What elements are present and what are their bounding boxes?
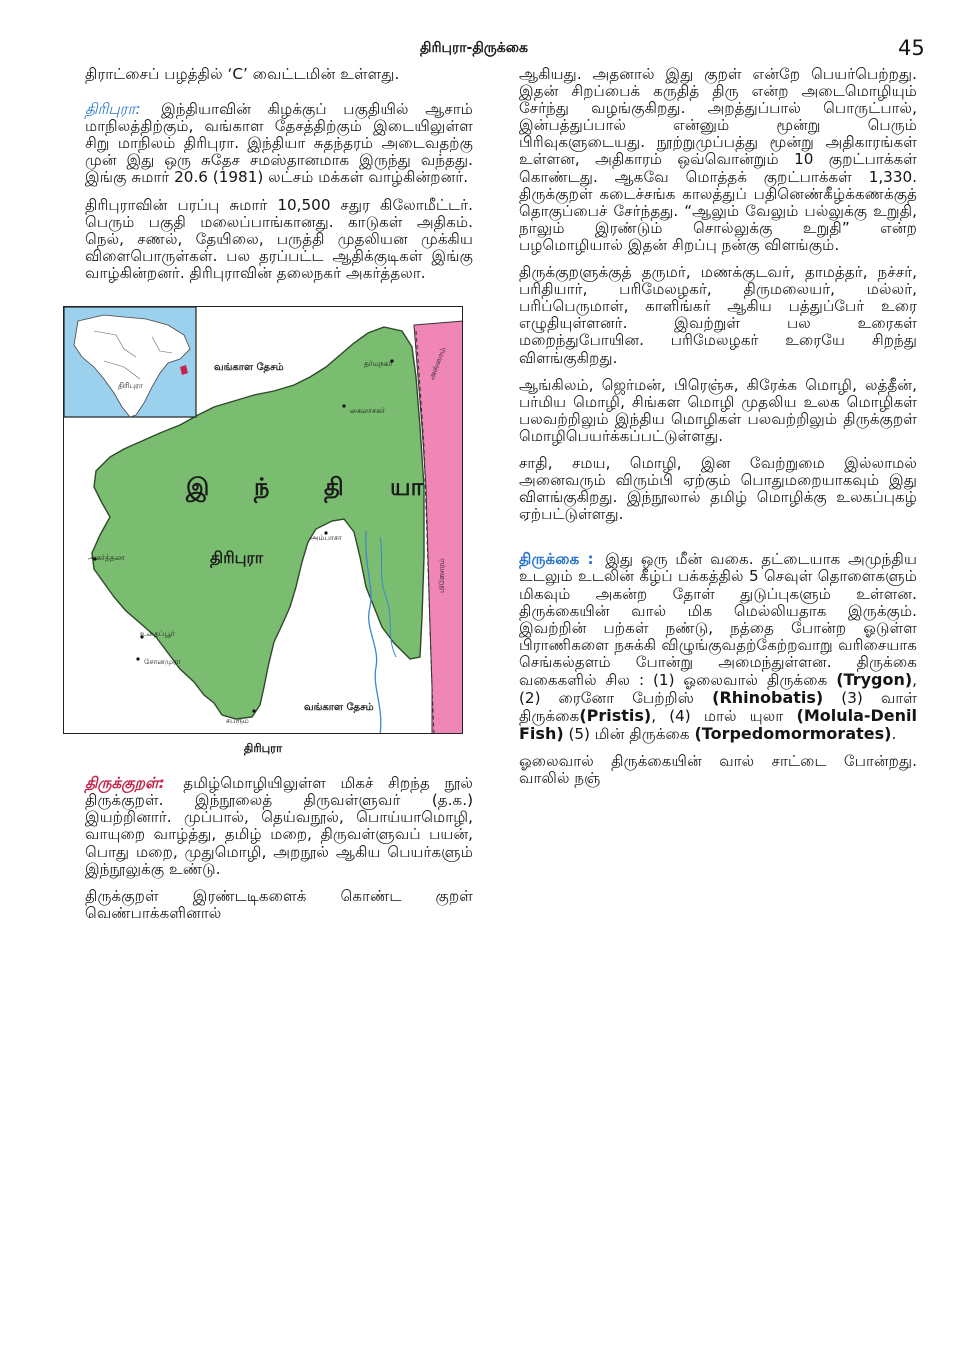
tripura-map	[63, 306, 463, 734]
india-letter-2: ந்	[254, 473, 270, 502]
thirukkai-para-2: ஓலைவால் திருக்கையின் வால் சாட்டை போன்றது. வாலில் நஞ்	[519, 752, 917, 788]
species-3-tamil: (3) வாள் திருக்கை	[519, 689, 918, 726]
kailashahar-label: கைலாசகர்	[350, 406, 385, 416]
thirukkural-entry	[85, 775, 473, 878]
ambassa-label: அம்பாசா	[310, 533, 342, 543]
species-4-tamil: , (4) மால் யுலா	[651, 707, 784, 726]
assam-label: அஸ்ஸாம்	[426, 345, 448, 382]
bangladesh-north-label: வங்காள தேசம்	[214, 362, 284, 374]
tripura-entry	[85, 101, 473, 186]
page-header	[0, 36, 966, 66]
map-caption: திரிபுரா	[243, 741, 283, 756]
thirukkural-headword: திருக்குறள்:	[85, 774, 165, 793]
running-head: திரிபுரா-திருக்கை	[420, 40, 528, 56]
kural-continued: ஆகியது. அதனால் இது குறள் என்றே பெயர்பெற்றது. இதன் சிறப்பைக் கருதித் திரு என்ற அடைமொழியும் சேர்ந்து வழங்குகிறது. அறத்துப்பால் பொருட்பால், இன்பத்துப்பால் என்னும் மூன்று பெரும் பிரிவுகளுடையது. நூற்றுமுப்பத்து மூன்று அதிகாரங்கள் உள்ளன, அதிகாரம் ஒவ்வொன்றும் 10 குறட்பாக்கள் கொண்டது. ஆகவே மொத்தக் குறட்பாக்கள் 1,330. திருக்குறள் கடைச்சங்க காலத்துப் பதினெண்கீழ்க்கணக்குத் தொகுப்பைச் சேர்ந்தது. “ஆலும் வேலும் பல்லுக்கு உறுதி, நாலும் இரண்டும் சொல்லுக்கு உறுதி” என்ற பழமொழியால் இதன் சிறப்பு நன்கு விளங்கும்.	[519, 65, 917, 254]
india-letter-4: யா	[390, 473, 424, 502]
tripura-headword: திரிபுரா:	[85, 100, 141, 119]
translations-para: ஆங்கிலம், ஜெர்மன், பிரெஞ்சு, கிரேக்க மொழி, லத்தீன், பர்மிய மொழி, சிங்கள மொழி முதலிய உலக மொழிகள் பலவற்றிலும் இந்திய மொழிகள் பலவற்றிலும் திருக்குறள் மொழிபெயர்க்கப்பட்டுள்ளது.	[519, 375, 917, 445]
species-2-latin: (Rhinobatis)	[712, 688, 824, 708]
thirukkural-para-1: தமிழ்மொழியிலுள்ள மிகச் சிறந்த நூல் திருக்குறள். இந்நூலைத் திருவள்ளுவர் (த.க.) இயற்றினார். முப்பால், தெய்வநூல், பொய்யாமொழி, வாயுறை வாழ்த்து, தமிழ் மறை, திருவள்ளுவப் பயன், பொது மறை, முதுமொழி, அறநூல் ஆகிய பெயர்களும் இந்நூலுக்கு உண்டு.	[85, 774, 473, 878]
commentators-para: திருக்குறளுக்குத் தருமர், மணக்குடவர், தாமத்தர், நச்சர், பரிதியார், பரிமேலழகர், திருமலையர், மல்லர், பரிப்பெருமாள், காளிங்கர் ஆகிய பத்துப்பேர் உரை எழுதியுள்ளனர். இவற்றுள் பல உரைகள் மறைந்துபோயின. பரிமேலழகர் உரையே சிறந்து விளங்குகிறது.	[519, 263, 917, 367]
species-5-latin: (Torpedomormorates)	[694, 724, 892, 744]
species-4-latin: (Molula-Denil Fish)	[519, 706, 918, 744]
thirukkai-para-1: இது ஒரு மீன் வகை. தட்டையாக அமுந்திய உடலும் உடலின் கீழ்ப் பக்கத்தில் 5 செவுள் தொளைகளும் மிகவும் அகன்ற தோள் துடுப்புகளும் உள்ளன. திருக்கையின் வால் மிக மெல்லியதாக இருக்கும். இவற்றின் பற்கள் நண்டு, நத்தை போன்ற ஓடுள்ள பிராணிகளை நசுக்கி விழுங்குவதற்கேற்றவாறு வரிசையாக செங்கல்தளம் போன்று அமைந்துள்ளன. திருக்கை வகைகளில் சில :	[519, 550, 918, 689]
left-column	[85, 66, 473, 932]
species-1-comma: ,	[912, 671, 917, 689]
species-5-tamil: (5) மின் திருக்கை	[568, 725, 690, 744]
thirukkai-headword: திருக்கை :	[519, 550, 594, 569]
india-letter-1: இ	[186, 473, 210, 502]
sabroom-label: சப்ரூம்	[226, 716, 249, 726]
species-2-tamil: (2) ரைனோ பேற்றிஸ்	[519, 689, 695, 708]
mizoram-label: மிஸோரம்	[436, 558, 446, 593]
right-column	[519, 66, 917, 798]
agartala-label: அகர்த்தலா	[88, 553, 125, 563]
thirukkural-para-2: திருக்குறள் இரண்டடிகளைக் கொண்ட குறள் வெண்பாக்களினால்	[85, 886, 473, 922]
species-1-tamil: (1) ஓலைவால் திருக்கை	[652, 671, 828, 689]
species-5-period: .	[891, 725, 897, 744]
universal-para: சாதி, சமய, மொழி, இன வேற்றுமை இல்லாமல் அனைவரும் விரும்பி ஏற்கும் பொதுமறையாகவும் இது விளங்குகிறது. இந்நூலால் தமிழ் மொழிக்கு உலகப்புகழ் ஏற்பட்டுள்ளது.	[519, 453, 917, 524]
udaipur-label: உதைப்பூர்	[140, 629, 175, 639]
sonamura-label: சோனமுரா	[144, 657, 181, 667]
dharmanagar-label: தர்மநகர்	[364, 359, 393, 369]
india-letter-3: தி	[324, 473, 344, 502]
page-number: 45	[898, 36, 925, 60]
thirukkai-entry	[519, 551, 917, 743]
species-1-latin: (Trygon)	[836, 670, 913, 689]
inset-label: திரிபுரா	[118, 381, 143, 391]
tripura-para-2: திரிபுராவின் பரப்பு சுமார் 10,500 சதுர கிலோமீட்டர். பெரும் பகுதி மலைப்பாங்கானது. காடுகள் அதிகம். நெல், சணல், தேயிலை, பருத்தி முதலியன முக்கிய விளைபொருள்கள். பல தரப்பட்ட ஆதிக்குடிகள் இங்கு வாழ்கின்றனர். திரிபுராவின் தலைநகர் அகர்த்தலா.	[85, 195, 473, 282]
state-name-label: திரிபுரா	[210, 548, 264, 568]
species-3-latin: (Pristis)	[579, 706, 652, 726]
bangladesh-south-label: வங்காள தேசம்	[304, 702, 374, 714]
vitamin-c-line: திராட்சைப் பழத்தில் ‘C’ வைட்டமின் உள்ளது.	[85, 65, 400, 83]
tripura-para-1: இந்தியாவின் கிழக்குப் பகுதியில் ஆசாம் மாநிலத்திற்கும், வங்காள தேசத்திற்கும் இடையிலுள்ள சிறு மாநிலம் திரிபுரா. இந்தியா சுதந்தரம் அடைவதற்கு முன் இது ஒரு சுதேச சமஸ்தானமாக இருந்து வந்தது. இங்கு சுமார் 20.6 (1981) லட்சம் மக்கள் வாழ்கின்றனர்.	[85, 100, 473, 187]
